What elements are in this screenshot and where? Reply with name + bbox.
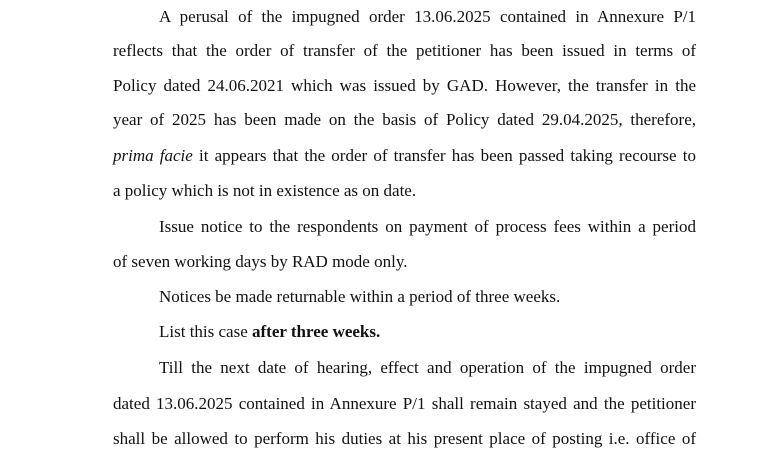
paragraph-5-line-2: dated 13.06.2025 contained in Annexure P/1 shall remain stayed and the petitioner — [113, 394, 696, 413]
paragraph-2-line-2: of seven working days by RAD mode only. — [113, 252, 408, 271]
paragraph-1-line-5 — [113, 146, 696, 166]
paragraph-1-line-5-rest: it appears that the order of transfer has been passed taking recourse to — [192, 146, 696, 165]
paragraph-1-line-1: A perusal of the impugned order 13.06.2025 contained in Annexure P/1 — [159, 7, 696, 26]
paragraph-2-line-1: Issue notice to the respondents on payment of process fees within a period — [159, 217, 696, 236]
paragraph-3-line-1: Notices be made returnable within a period of three weeks. — [159, 287, 561, 306]
paragraph-5-line-1: Till the next date of hearing, effect and operation of the impugned order — [159, 358, 696, 377]
paragraph-1-line-2: reflects that the order of transfer of the petitioner has been issued in terms of — [113, 41, 696, 60]
prima-facie-italic: prima facie — [113, 146, 193, 165]
paragraph-1-line-3: Policy dated 24.06.2021 which was issued by GAD. However, the transfer in the — [113, 76, 696, 95]
paragraph-4-line-1 — [159, 322, 696, 342]
after-three-weeks-bold: after three weeks. — [252, 322, 381, 341]
paragraph-5-line-3: shall be allowed to perform his duties at his present place of posting i.e. office of — [113, 429, 696, 448]
list-case-text: List this case — [159, 322, 253, 341]
paragraph-1-line-4: year of 2025 has been made on the basis of Policy dated 29.04.2025, therefore, — [113, 110, 696, 129]
paragraph-1-line-6: a policy which is not in existence as on date. — [113, 181, 417, 200]
